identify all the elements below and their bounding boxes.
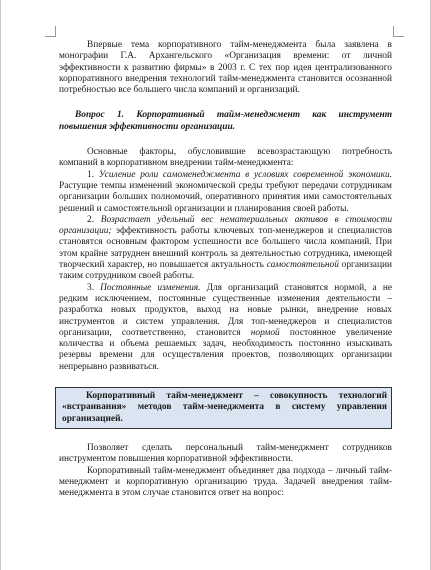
crop-mark-top-right — [393, 26, 404, 37]
factor-3-text: Для организаций становятся нормой, а не редким исключением, постоянные существенные изменения деятельности – разработка новых продуктов, выход на новые рынки, внедрение новых инструментов и систем управления. Для топ-менеджеров и специалистов организации, соответственно, становится — [59, 282, 393, 338]
factor-2-title: Возрастает удельный вес нематериальных активов в стоимости организации; — [59, 214, 393, 237]
closing-paragraph-2: Корпоративный тайм-менеджмент объединяет два подхода – личный тайм-менеджмент и корпоративную организацию труда. Задачей внедрения тайм-менеджмента в этом случае становится ответ на вопрос: — [59, 465, 392, 499]
factor-2-text-end: организации таким сотрудником своей работы. — [59, 260, 392, 282]
factor-1-title: Усиление роли самоменеджмента в условиях современной экономики. — [98, 169, 393, 180]
factor-1-number: 1. — [87, 169, 99, 180]
definition-callout-box — [55, 387, 392, 429]
factor-2-text: эффективность работы ключевых топ-менеджеров и специалистов становятся основным фактором успешности все большего числа компаний. При этом крайне затруднен внешний контроль за деятельностью сотрудника, имеющей творческий характер, но повышается актуальность — [59, 226, 392, 271]
closing-paragraph-1: Позволяет сделать персональный тайм-менеджмент сотрудников инструментом повышения корпоративной эффективности. — [59, 442, 392, 465]
intro-paragraph: Впервые тема корпоративного тайм-менеджмента была заявлена в монографии Г.А. Архангельского «Организация времени: от личной эффективности к развитию фирмы» в 2003 г. С тех пор идея централизованного корпоративного внедрения технологий тайм-менеджмента становится осознанной потребностью все большего числа компаний и организаций. — [59, 40, 392, 96]
factor-3-paragraph — [59, 283, 392, 373]
factor-1-text: Растущие темпы изменений экономической среды требуют передачи сотрудникам организации больших полномочий, оперативного принятия ими самостоятельных решений и самостоятельной организации и планирования своей работы. — [59, 180, 392, 214]
factor-3-title: Постоянные изменения. — [100, 282, 201, 293]
factors-intro-paragraph: Основные факторы, обусловившие всевозрастающую потребность компаний в корпоративном внедрении тайм-менеджмента: — [59, 147, 392, 169]
factor-3-text-end: постоянное увеличение количества и объема решаемых задач, необходимость постоянно изыскивать резервы времени для осуществления проектов, позволяющих организации непрерывно развиваться. — [59, 327, 392, 372]
factor-2-emphasis: самостоятельной — [266, 260, 339, 271]
question-heading: Вопрос 1. Корпоративный тайм-менеджмент как инструмент повышения эффективности организации. — [59, 110, 392, 132]
factor-3-emphasis: нормой — [250, 327, 280, 338]
factor-1-paragraph — [59, 170, 392, 215]
factor-3-number: 3. — [87, 282, 101, 293]
crop-mark-top-left — [45, 26, 56, 37]
factor-2-paragraph — [59, 215, 392, 283]
definition-text: Корпоративный тайм-менеджмент – совокупность технологий «встраивания» методов тайм-менеджмента в систему управления организацией. — [62, 391, 387, 424]
factor-2-number: 2. — [87, 214, 101, 225]
